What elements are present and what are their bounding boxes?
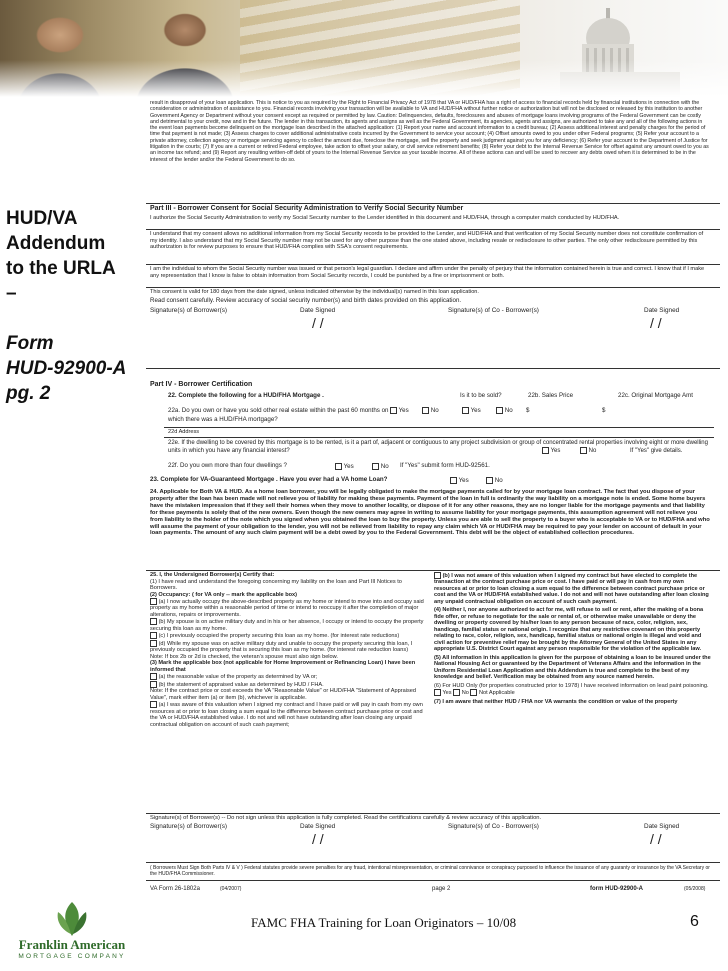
q23-text: 23. Complete for VA-Guaranteed Mortgage . Have you ever had a VA home Loan? [150, 476, 388, 483]
q23-no-checkbox[interactable] [486, 477, 493, 484]
borrower-signature-label-2: Signature(s) of Borrower(s) [150, 823, 228, 830]
q22a-text: 22a. Do you own or have you sold other real estate within the past 60 months on which there was a HUD/FHA mortgage? [168, 407, 389, 423]
q22-sold-yes-group: Yes [462, 406, 481, 415]
q22a-yes-checkbox[interactable] [390, 407, 397, 414]
logo-subtitle: MORTGAGE COMPANY [18, 953, 126, 960]
cert-2c-group: (c) I previously occupied the property securing this loan as my home. (for interest rate reductions) [150, 632, 428, 639]
cert-3a-aware-group: (a) I was aware of this valuation when I signed my contract and I have paid or will pay in cash from my own resources at or prior to loan closing a sum equal to the difference between contract purchase price or cost and the VA or HUD/FHA established value. I do not and will not have outstanding after loan closing any unpaid contractual obligation on account of such cash payment; [150, 702, 423, 728]
date-mark-2: / / [650, 315, 662, 331]
cert-3a-checkbox[interactable] [150, 673, 157, 680]
form-page-label: page 2 [432, 886, 451, 892]
q22-label: 22. Complete the following for a HUD/FHA Mortgage . [168, 392, 324, 399]
date-signed-label-4: Date Signed [644, 823, 680, 830]
q22c-value: $ [602, 407, 606, 414]
va-form-date: (04/2007) [220, 886, 242, 892]
part3-paragraph-4: This consent is valid for 180 days from the date signed, unless indicated otherwise by the individual(s) named in this loan application. [150, 289, 479, 295]
form-document [146, 100, 720, 895]
signing-instruction: Signature(s) of Borrower(s) -- Do not sign unless this application is fully completed. Read the certifications carefully & review accuracy of this application. [150, 815, 542, 821]
cert-2c-checkbox[interactable] [150, 632, 157, 639]
q22e-yes-checkbox[interactable] [542, 447, 549, 454]
hud-form-date: (05/2008) [684, 886, 706, 892]
q22c-label: 22c. Original Mortgage Amt [618, 392, 693, 399]
leaf-logo-icon [52, 900, 92, 938]
title-line-1: HUD/VA [6, 208, 78, 229]
va-form-number: VA Form 26-1802a [150, 886, 200, 892]
title-form-number: HUD-92900-A [6, 358, 127, 379]
footer-caption: FAMC FHA Training for Loan Originators – 10/08 [251, 915, 517, 930]
title-page: pg. 2 [6, 383, 51, 404]
date-mark-4: / / [650, 831, 662, 847]
q23-yes-checkbox[interactable] [450, 477, 457, 484]
cert-3b-checkbox[interactable] [150, 681, 157, 688]
cert-2-note: Note: If box 2b or 2d is checked, the veteran's spouse must also sign below. [150, 653, 338, 660]
cert-3a-group: (a) the reasonable value of the property as determined by VA or; [150, 673, 428, 680]
date-signed-label-2: Date Signed [644, 307, 680, 314]
cert-2d-checkbox[interactable] [150, 640, 157, 647]
cert-6-yes-checkbox[interactable] [434, 689, 441, 696]
signature-row-part4 [150, 824, 716, 864]
q22e-yes-group: Yes [542, 447, 560, 455]
coborrower-signature-label: Signature(s) of Co - Borrower(s) [448, 307, 539, 314]
slide-page-number: 6 [690, 913, 699, 930]
cert-7: (7) I am aware that neither HUD / FHA nor VA warrants the condition or value of the property [434, 698, 678, 705]
title-dash: – [6, 283, 17, 304]
cert-2a-group: (a) I now actually occupy the above-described property as my home or intend to move into and occupy said property as my home within a reasonable period of time or intend to reoccupy it after the completion of major alterations, repairs or improvements. [150, 598, 424, 618]
cert-6-na-checkbox[interactable] [470, 689, 477, 696]
cert-6-no-checkbox[interactable] [453, 689, 460, 696]
part3-paragraph-5: Read consent carefully. Review accuracy of social security number(s) and birth dates provided on this application. [150, 297, 462, 304]
cert-2b-group: (b) My spouse is on active military duty and in his or her absence, I occupy or intend to occupy the property securing this loan as my home. [150, 619, 424, 632]
q22b-value: $ [526, 407, 530, 414]
part4-header: Part IV - Borrower Certification [150, 381, 253, 388]
q22f-text: 22f. Do you own more than four dwellings ? [168, 462, 288, 469]
cert-2b-checkbox[interactable] [150, 618, 157, 625]
borrower-signature-label: Signature(s) of Borrower(s) [150, 307, 228, 314]
q23-yes-group: Yes [450, 477, 469, 485]
cert-6-group: (6) For HUD Only (for properties constructed prior to 1978) I have received information on lead paint poisoning. Yes No Not Applicable [434, 682, 709, 697]
q22a-yes-group: Yes [390, 406, 409, 415]
cert-3b-unaware-group: (b) I was not aware of this valuation when I signed my contract but have elected to complete the transaction at the contract purchase price or cost. I have paid or will pay in cash from my own resources at or prior to loan closing a sum equal to the difference between contract purchase price or cost and the VA or HUD/FHA established value. I do not and will not have outstanding after loan closing any unpaid contractual obligation on account of such cash payment. [434, 572, 709, 605]
cert-3-note: Note: If the contract price or cost exceeds the VA "Reasonable Value" or HUD/FHA "Statement of Appraised Value", mark either item (a) or item (b), whichever is applicable. [150, 688, 416, 701]
q22b-label: 22b. Sales Price [528, 392, 574, 399]
q22e-no-group: No [580, 447, 596, 455]
header-photo-banner [0, 0, 728, 97]
cert-2: (2) Occupancy: ( for VA only -- mark the applicable box) [150, 591, 298, 598]
cert-2d-group: (d) While my spouse was on active military duty and unable to occupy the property securing this loan, I previously occupied the property that is securing this loan as my home. (for interest rate reduction loans) [150, 640, 413, 654]
cert-3a-aware-checkbox[interactable] [150, 701, 157, 708]
q22-sold-no-group: No [496, 406, 513, 415]
q22e-note: If "Yes" give details. [630, 448, 683, 454]
cert-3b-group: (b) the statement of appraised value as determined by HUD / FHA. [150, 681, 428, 688]
signature-row-part3 [150, 308, 716, 348]
cert-1: (1) I have read and understand the foregoing concerning my liability on the loan and Part III Notices to Borrowers. [150, 578, 402, 591]
q24-text: 24. Applicable for Both VA & HUD. As a home loan borrower, you will be legally obligated to make the mortgage payments called for by your mortgage loan contract. The fact that you dispose of your property after the loan has been made will not relieve you of liability for making these payments. Payment of the loan in full is ordinarily the way liability on a mortgage note is ended. Some home buyers have the mistaken impression that if they sell their homes when they move to another locality, or dispose of it for any other reasons, they are no longer liable for the mortgage payments and that liability for these payments is solely that of the new owners. Even though the new owners may agree in writing to assume liability for your mortgage payments, this assumption agreement will not relieve you from liability to the holder of the note which you signed when you obtained the loan to buy the property. Unless you are able to sell the property to a buyer who is acceptable to VA or to HUD/FHA and who will assume the payment of your obligation to the lender, you will not be relieved from liability to repay any claim which VA or HUD/FHA may be required to pay your lender on account of default in your loan payments. The amount of any such claim payment will be a debt owed by you to the Federal Government. This debt will be the object of established collection procedures. [150, 489, 710, 537]
logo-name: Franklin American [18, 937, 126, 952]
coborrower-signature-label-2: Signature(s) of Co - Borrower(s) [448, 823, 539, 830]
q22-sold-label: Is it to be sold? [460, 392, 502, 399]
date-signed-label: Date Signed [300, 307, 336, 314]
q22e-no-checkbox[interactable] [580, 447, 587, 454]
privacy-notice-text: result in disapproval of your loan application. This is notice to you as required by the Right to Financial Privacy Act of 1978 that VA or HUD/FHA has a right of access to financial records held by financial institutions in connection with the consideration or administration of assistance to you. Financial records involving your transaction will be available to VA and HUD/FHA without further notice or authorization but will not be disclosed or released by this institution to another Government Agency or Department without your consent except as required or permitted by law. Caution: Delinquencies, defaults, foreclosures and abuses of mortgage loans involving programs of the Federal Government can be costly and detrimental to your credit, now and in the future. The lender in this transaction, its agents and assigns as well as the Federal Government, its agencies, agents and assigns, are authorized to take any and all of the following actions in the event loan payments become delinquent on the mortgage loan described in the attached application: (1) Report your name and account information to a credit bureau; (2) Assess additional interest and penalty charges for the period of time that payment is not made; (3) Assess charges to cover additional administrative costs incurred by the Government to service your account; (4) Offset amounts owed to you under other Federal programs; (5) Refer your account to a private attorney, collection agency or mortgage servicing agency to collect the amount due, foreclose the mortgage, sell the property and seek judgment against you for any deficiency; (6) Refer your account to the Department of Justice for litigation in the courts; (7) If you are a current or retired Federal employee, take action to offset your salary, or civil service retirement benefits; (8) Refer your debt to the Internal Revenue Service for offset against any amount owed to you as an income tax refund; and (9) Report any resulting written-off debt of yours to the Internal Revenue Service as your taxable income. All of these actions can and will be used to recover any debts owed when it is determined to be in the interest of the lender and/or the Federal Government to do so. [150, 100, 709, 163]
cert-5: (5) All information in this application is given for the purpose of obtaining a loan to be insured under the National Housing Act or guaranteed by the Department of Veterans Affairs and the information in the Uniform Residential Loan Application and this Addendum is true and complete to the best of my knowledge and belief. Verification may be obtained from any source named herein. [434, 654, 711, 681]
franklin-american-logo [8, 900, 136, 966]
certification-left-column [150, 572, 428, 728]
slide-title [6, 206, 136, 406]
q22f-no-checkbox[interactable] [372, 463, 379, 470]
date-mark-3: / / [312, 831, 324, 847]
title-line-2: Addendum [6, 233, 106, 254]
q22e-text: 22e. If the dwelling to be covered by this mortgage is to be rented, is it a part of, adjacent or contiguous to any project subdivision or group of concentrated rental properties involving eight or more dwelling units in which you have any financial interest? [168, 440, 708, 454]
title-line-3: to the URLA [6, 258, 116, 279]
part3-paragraph-1: I authorize the Social Security Administration to verify my Social Security number to the Lender identified in this document and HUD/FHA, through a computer match conducted by HUD/FHA. [150, 215, 620, 221]
q22f-no-group: No [372, 463, 389, 471]
date-signed-label-3: Date Signed [300, 823, 336, 830]
penalty-note: ( Borrowers Must Sign Both Parts IV & V ) Federal statutes provide severe penalties for any fraud, intentional misrepresentation, or criminal connivance or conspiracy purposed to influence the issuance of any guaranty or insurance by the VA Secretary or the HUD/FHA Commissioner. [150, 865, 710, 877]
cert-3b-unaware-checkbox[interactable] [434, 572, 441, 579]
part3-paragraph-2: I understand that my consent allows no additional information from my Social Security records to be provided to the Lender, and HUD/FHA and that verification of my Social Security number does not constitute confirmation of my identity. I also understand that my Social Security number may not be used for any other purpose than the one stated above, including resale or redisclosure to other parties. The only other redisclosure permitted by this authorization is for review purposes to ensure that HUD/FHA complies with SSA's consent requirements. [150, 231, 704, 251]
part3-header: Part III - Borrower Consent for Social Security Administration to Verify Social Security Number [150, 205, 464, 212]
q25-text: 25. I, the Undersigned Borrower(s) Certify that: [150, 572, 275, 578]
cert-4: (4) Neither I, nor anyone authorized to act for me, will refuse to sell or rent, after the making of a bona fide offer, or refuse to negotiate for the sale or rental of, or otherwise make unavailable or deny the dwelling or property covered by his/her loan to any person because of race, color, religion, sex, handicap, familial status or national origin. I recognize that any restrictive covenant on this property relating to race, color, religion, sex, handicap, familial status or national origin is illegal and void and civil action for preventive relief may be brought by the Attorney General of the United States in any appropriate U.S. District Court against any person responsible for the violation of the applicable law. [434, 607, 704, 653]
hud-form-number: form HUD-92900-A [590, 886, 644, 892]
q22-sold-no-checkbox[interactable] [496, 407, 503, 414]
cert-2a-checkbox[interactable] [150, 598, 157, 605]
q22-sold-yes-checkbox[interactable] [462, 407, 469, 414]
q22d-label: 22d Address [168, 429, 200, 435]
q22f-yes-checkbox[interactable] [335, 463, 342, 470]
q23-no-group: No [486, 477, 503, 485]
date-mark: / / [312, 315, 324, 331]
q22f-note: If "Yes" submit form HUD-92561. [400, 462, 490, 469]
title-form-label: Form [6, 333, 54, 354]
part3-paragraph-3: I am the individual to whom the Social Security number was issued or that person's legal guardian. I declare and affirm under the penalty of perjury that the information contained herein is true and correct. I know that if I make any representation that I know is false to obtain information from Social Security records, I could be punished by a fine or imprisonment or both. [150, 266, 705, 279]
q22a-no-group: No [422, 406, 439, 415]
certification-right-column [434, 572, 712, 705]
cert-3: (3) Mark the applicable box (not applicable for Home Improvement or Refinancing Loan) I have been informed that [150, 660, 416, 673]
q22f-yes-group: Yes [335, 463, 354, 471]
q22a-no-checkbox[interactable] [422, 407, 429, 414]
